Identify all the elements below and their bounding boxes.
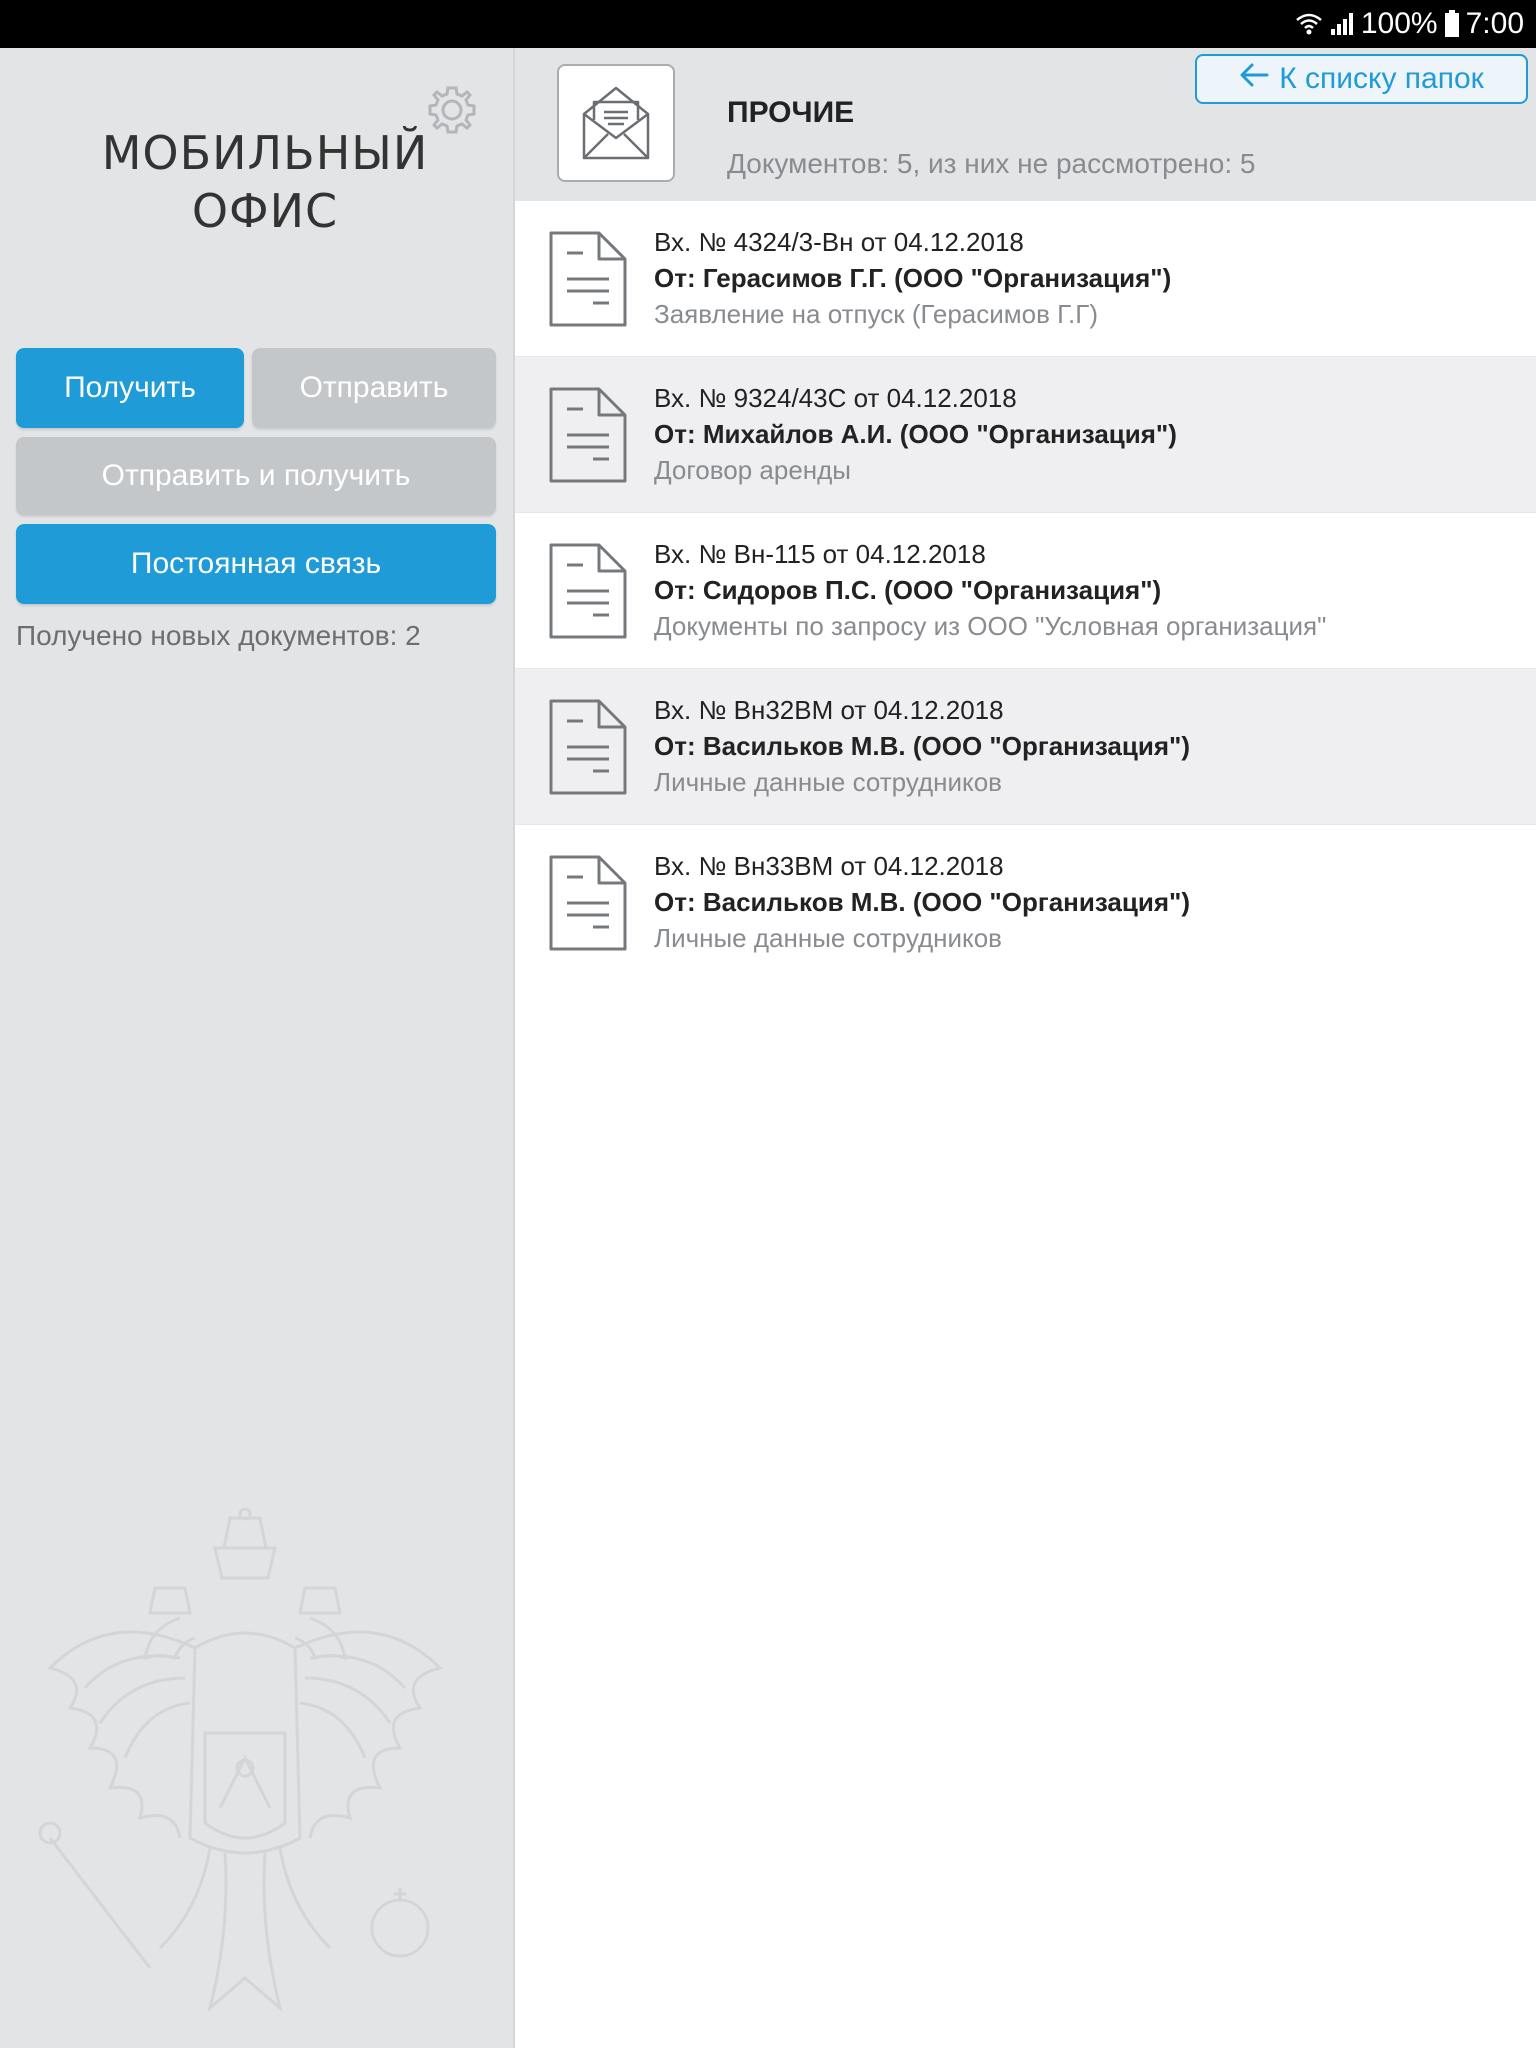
document-number: Вх. № Вн33ВМ от 04.12.2018: [654, 851, 1004, 881]
document-subject: Заявление на отпуск (Герасимов Г.Г): [654, 299, 1099, 329]
permanent-connection-button[interactable]: Постоянная связь: [16, 524, 496, 604]
document-subject: Личные данные сотрудников: [654, 767, 1002, 797]
document-sender: От: Герасимов Г.Г. (ООО "Организация"): [654, 263, 1172, 293]
send-button[interactable]: Отправить: [252, 348, 496, 428]
battery-icon: [1444, 10, 1460, 38]
back-to-folders-button[interactable]: [1195, 54, 1528, 104]
gear-icon[interactable]: [424, 82, 480, 138]
document-icon: [547, 853, 629, 953]
status-bar: [0, 0, 1536, 48]
document-row[interactable]: [515, 357, 1536, 513]
document-subject: Документы по запросу из ООО "Условная организация": [654, 611, 1327, 641]
receive-button[interactable]: Получить: [16, 348, 244, 428]
clock: 7:00: [1465, 7, 1524, 40]
folder-document-count: Документов: 5, из них не рассмотрено: 5: [727, 148, 1256, 179]
document-sender: От: Сидоров П.С. (ООО "Организация"): [654, 575, 1162, 605]
signal-icon: [1329, 11, 1355, 37]
document-number: Вх. № 9324/43С от 04.12.2018: [654, 383, 1017, 413]
document-sender: От: Михайлов А.И. (ООО "Организация"): [654, 419, 1177, 449]
document-row[interactable]: [515, 669, 1536, 825]
sidebar: [0, 48, 515, 2048]
document-list: [515, 201, 1536, 981]
document-row[interactable]: [515, 825, 1536, 981]
document-icon: [547, 229, 629, 329]
document-icon: [547, 541, 629, 641]
coat-of-arms-emblem: [30, 1508, 490, 2028]
document-subject: Личные данные сотрудников: [654, 923, 1002, 953]
status-indicators: [1295, 0, 1524, 48]
wifi-icon: [1295, 11, 1323, 37]
document-sender: От: Васильков М.В. (ООО "Организация"): [654, 887, 1191, 917]
document-row[interactable]: [515, 513, 1536, 669]
back-button-label: К списку папок: [1279, 62, 1484, 95]
envelope-icon: [580, 80, 652, 167]
document-number: Вх. № 4324/3-Вн от 04.12.2018: [654, 227, 1024, 257]
document-row[interactable]: [515, 201, 1536, 357]
folder-title: ПРОЧИЕ: [727, 96, 855, 129]
battery-percent: 100%: [1360, 7, 1438, 40]
document-icon: [547, 697, 629, 797]
send-and-receive-button[interactable]: Отправить и получить: [16, 437, 496, 515]
document-subject: Договор аренды: [654, 455, 851, 485]
arrow-left-icon: [1239, 62, 1269, 96]
folder-header: [515, 48, 1536, 201]
app-title: МОБИЛЬНЫЙ ОФИС: [101, 126, 429, 238]
document-icon: [547, 385, 629, 485]
document-number: Вх. № Вн-115 от 04.12.2018: [654, 539, 986, 569]
document-sender: От: Васильков М.В. (ООО "Организация"): [654, 731, 1191, 761]
document-number: Вх. № Вн32ВМ от 04.12.2018: [654, 695, 1004, 725]
received-documents-status: Получено новых документов: 2: [16, 620, 421, 651]
folder-icon-box: [557, 64, 675, 182]
